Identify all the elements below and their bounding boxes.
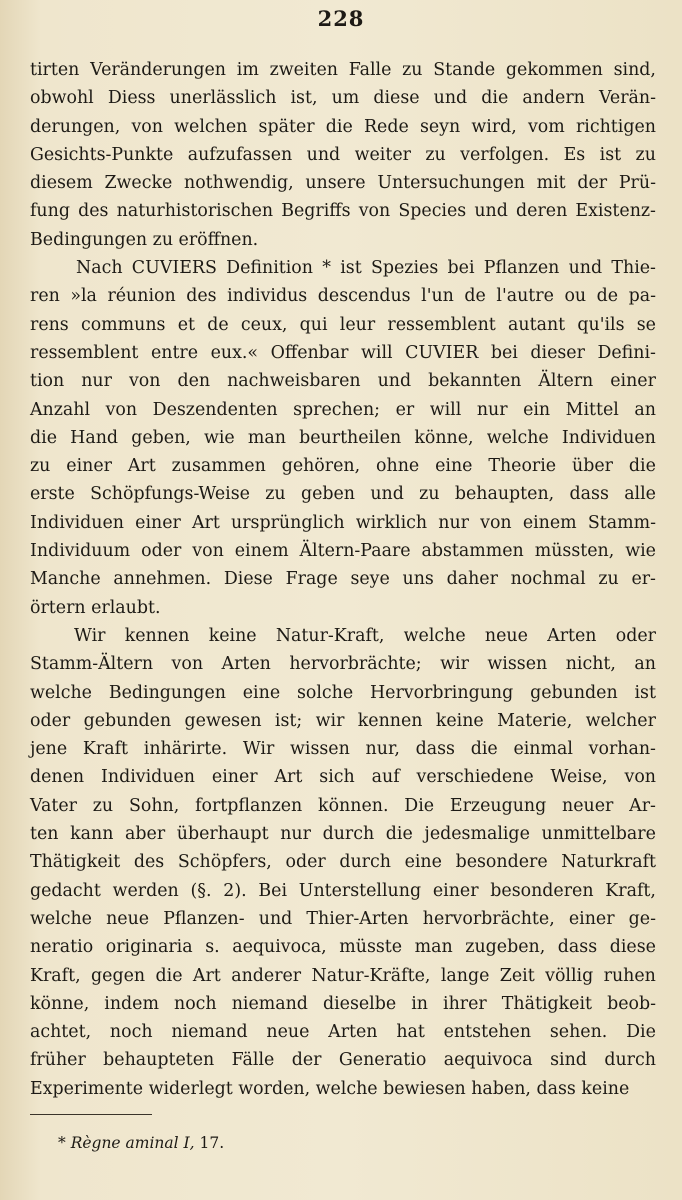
text-line: Thätigkeit des Schöpfers, oder durch eine besondere Naturkraft (30, 852, 656, 873)
text-line: früher behaupteten Fälle der Generatio aequivoca sind durch (30, 1050, 656, 1071)
text-line: ten kann aber überhaupt nur durch die jedesmalige unmittelbare (30, 824, 656, 845)
text-line: Stamm-Ältern von Arten hervorbrächte; wir wissen nicht, an (30, 654, 656, 675)
text-line: die Hand geben, wie man beurtheilen könne, welche Individuen (30, 427, 656, 448)
footnote-title: Règne aminal I, (70, 1134, 195, 1152)
text-line: könne, indem noch niemand dieselbe in ihrer Thätigkeit beob- (30, 993, 656, 1014)
text-line: welche neue Pflanzen- und Thier-Arten hervorbrächte, einer ge- (30, 908, 656, 929)
text-line: Individuum oder von einem Ältern-Paare abstammen müssten, wie (30, 541, 656, 562)
text-line: neratio originaria s. aequivoca, müsste man zugeben, dass diese (30, 937, 656, 958)
text-line: Gesichts-Punkte aufzufassen und weiter zu verfolgen. Es ist zu (30, 144, 656, 165)
text-line: Experimente widerlegt worden, welche bewiesen haben, dass keine (30, 1078, 630, 1099)
text-line: jene Kraft inhärirte. Wir wissen nur, dass die einmal vorhan- (30, 739, 656, 760)
text-line: ressemblent entre eux.« Offenbar will CUVIER bei dieser Defini- (30, 342, 656, 363)
text-line: ren »la réunion des individus descendus l'un de l'autre ou de pa- (30, 286, 656, 307)
text-line: örtern erlaubt. (30, 597, 161, 618)
text-line: welche Bedingungen eine solche Hervorbringung gebunden ist (30, 682, 656, 703)
text-line: fung des naturhistorischen Begriffs von Species und deren Existenz- (30, 201, 656, 222)
text-line: Nach CUVIERS Definition * ist Spezies bei Pflanzen und Thie- (76, 258, 656, 279)
text-line: tion nur von den nachweisbaren und bekannten Ältern einer (30, 371, 656, 392)
text-line: Vater zu Sohn, fortpflanzen können. Die Erzeugung neuer Ar- (30, 795, 656, 816)
text-line: erste Schöpfungs-Weise zu geben und zu behaupten, dass alle (30, 484, 656, 505)
text-line: Wir kennen keine Natur-Kraft, welche neue Arten oder (74, 625, 656, 646)
text-line: tirten Veränderungen im zweiten Falle zu Stande gekommen sind, (30, 60, 656, 80)
body-text (30, 56, 656, 1103)
text-line: derungen, von welchen später die Rede seyn wird, vom richtigen (30, 116, 656, 137)
text-line: Kraft, gegen die Art anderer Natur-Kräfte, lange Zeit völlig ruhen (30, 965, 656, 986)
text-line: denen Individuen einer Art sich auf verschiedene Weise, von (30, 767, 656, 788)
text-line: Manche annehmen. Diese Frage seye uns daher nochmal zu er- (30, 569, 656, 590)
page-number: 228 (317, 6, 365, 31)
text-line: Anzahl von Deszendenten sprechen; er will nur ein Mittel an (30, 399, 656, 420)
text-line: zu einer Art zusammen gehören, ohne eine Theorie über die (30, 456, 656, 477)
text-line: gedacht werden (§. 2). Bei Unterstellung einer besonderen Kraft, (30, 880, 656, 901)
text-line: oder gebunden gewesen ist; wir kennen keine Materie, welcher (30, 710, 656, 731)
footnote-marker: * (58, 1134, 66, 1152)
footnote-page: 17. (199, 1134, 225, 1152)
text-line: Bedingungen zu eröffnen. (30, 229, 259, 250)
footnote-separator (30, 1114, 152, 1115)
text-line: Individuen einer Art ursprünglich wirklich nur von einem Stamm- (30, 512, 656, 533)
text-line: achtet, noch niemand neue Arten hat entstehen sehen. Die (30, 1022, 656, 1043)
text-line: rens communs et de ceux, qui leur ressemblent autant qu'ils se (30, 314, 656, 335)
text-line: diesem Zwecke nothwendig, unsere Untersuchungen mit der Prü- (30, 173, 656, 194)
text-line: obwohl Diess unerlässlich ist, um diese und die andern Verän- (30, 88, 656, 109)
footnote (58, 1134, 224, 1152)
